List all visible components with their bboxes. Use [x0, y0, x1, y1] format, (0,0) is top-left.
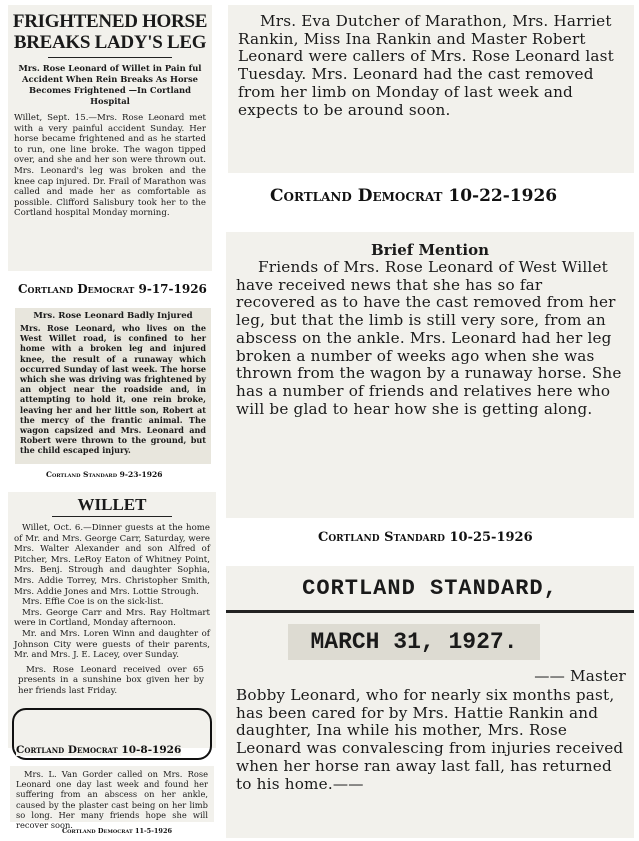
clipping-march-1927	[226, 566, 634, 838]
clipping-frightened-horse	[8, 5, 212, 271]
article-body: Friends of Mrs. Rose Leonard of West Willet have received news that she has so far recovered as to have the cast removed from her leg, but that the limb is still very sore, from an abscess on the ankle. Mrs. Leonard had her leg broken a number of weeks ago when she was thrown from the wagon by a runaway horse. She has a number of friends and relatives here who will be glad to hear how she is getting along.	[236, 258, 622, 418]
source-caption: Cortland Democrat 9-17-1926	[18, 282, 207, 296]
subheadline: Mrs. Rose Leonard of Willet in Pain ful Accident When Rein Breaks As Horse Becomes Frightened —In Cortland Hospital	[18, 63, 202, 106]
headline-line-2: BREAKS LADY'S LEG	[13, 32, 207, 53]
source-caption: Cortland Standard 9-23-1926	[46, 470, 163, 479]
article-body: Willet, Sept. 15.—Mrs. Rose Leonard met with a very painful accident Sunday. Her horse became frightened and as he started to run, one line broke. The wagon tipped over, and she and her son were thrown out. Mrs. Leonard's leg was broken and the knee cap injured. Dr. Frail of Marathon was called and made her as comfortable as possible. Clifford Salisbury took her to the Cortland hospital Monday morning.	[14, 113, 206, 219]
article-body: Bobby Leonard, who for nearly six months past, has been cared for by Mrs. Hattie Rankin and daughter, Ina while his mother, Mrs. Rose Leonard was convalescing from injuries received when her horse ran away last fall, has returned to his home.——	[236, 686, 624, 793]
lead-dash: —— Master	[534, 667, 626, 685]
paragraph: Mrs. Effie Coe is on the sick-list.	[22, 597, 164, 608]
article-body: Mrs. Eva Dutcher of Marathon, Mrs. Harriet Rankin, Miss Ina Rankin and Master Robert Leonard were callers of Mrs. Rose Leonard last Tuesday. Mrs. Leonard had the cast removed from her limb on Monday of last week and expects to be around soon.	[238, 12, 614, 119]
clipping-callers	[228, 5, 634, 173]
paragraph: Mrs. George Carr and Mrs. Ray Holtmart were in Cortland, Monday afternoon.	[14, 607, 210, 629]
masthead-rule	[226, 610, 634, 613]
masthead: CORTLAND STANDARD,	[302, 576, 558, 601]
clipping-brief-mention	[226, 232, 634, 518]
divider	[48, 57, 172, 58]
article-body: Mrs. L. Van Gorder called on Mrs. Rose Leonard one day last week and found her suffering from an abscess on her ankle, caused by the plaster cast being on her limb so long. Her many friends hope she will recover soon.	[16, 769, 208, 831]
article-body: Mrs. Rose Leonard, who lives on the West Willet road, is confined to her home with a broken leg and injured knee, the result of a runaway which occurred Sunday of last week. The horse which she was driving was frightened by an object near the roadside and, in attempting to hold it, one rein broke, leaving her and her little son, Robert at the mercy of the frantic animal. The wagon capsized and Mrs. Leonard and Robert were thrown to the ground, but the child escaped injury.	[20, 323, 206, 456]
source-caption: Cortland Democrat 10-22-1926	[270, 186, 558, 206]
headline: WILLET	[77, 495, 147, 514]
headline: Mrs. Rose Leonard Badly Injured	[33, 311, 193, 321]
source-caption: Cortland Democrat 11-5-1926	[62, 827, 172, 835]
issue-date: MARCH 31, 1927.	[288, 624, 540, 660]
highlighted-paragraph: Mrs. Rose Leonard received over 65 presents in a sunshine box given her by her friends last Friday.	[18, 664, 204, 696]
paragraph: Willet, Oct. 6.—Dinner guests at the home of Mr. and Mrs. George Carr, Saturday, were Mrs. Walter Alexander and son Alfred of Pitcher, Mrs. LeRoy Eaton of Whitney Point, Mrs. Benj. Strough and daughter Sophia, Mrs. Addie Torrey, Mrs. Christopher Smith, Mrs. Addie Jones and Mrs. Lottie Strough.	[14, 523, 210, 597]
source-caption: Cortland Democrat 10-8-1926	[16, 744, 182, 756]
headline: Brief Mention	[370, 241, 490, 259]
headline-line-1: FRIGHTENED HORSE	[12, 11, 208, 32]
clipping-badly-injured	[15, 308, 211, 464]
paragraph: Mr. and Mrs. Loren Winn and daughter of Johnson City were guests of their parents, Mr. and Mrs. J. E. Lacey, over Sunday.	[14, 628, 210, 661]
source-caption: Cortland Standard 10-25-1926	[318, 530, 533, 545]
divider	[52, 516, 172, 517]
